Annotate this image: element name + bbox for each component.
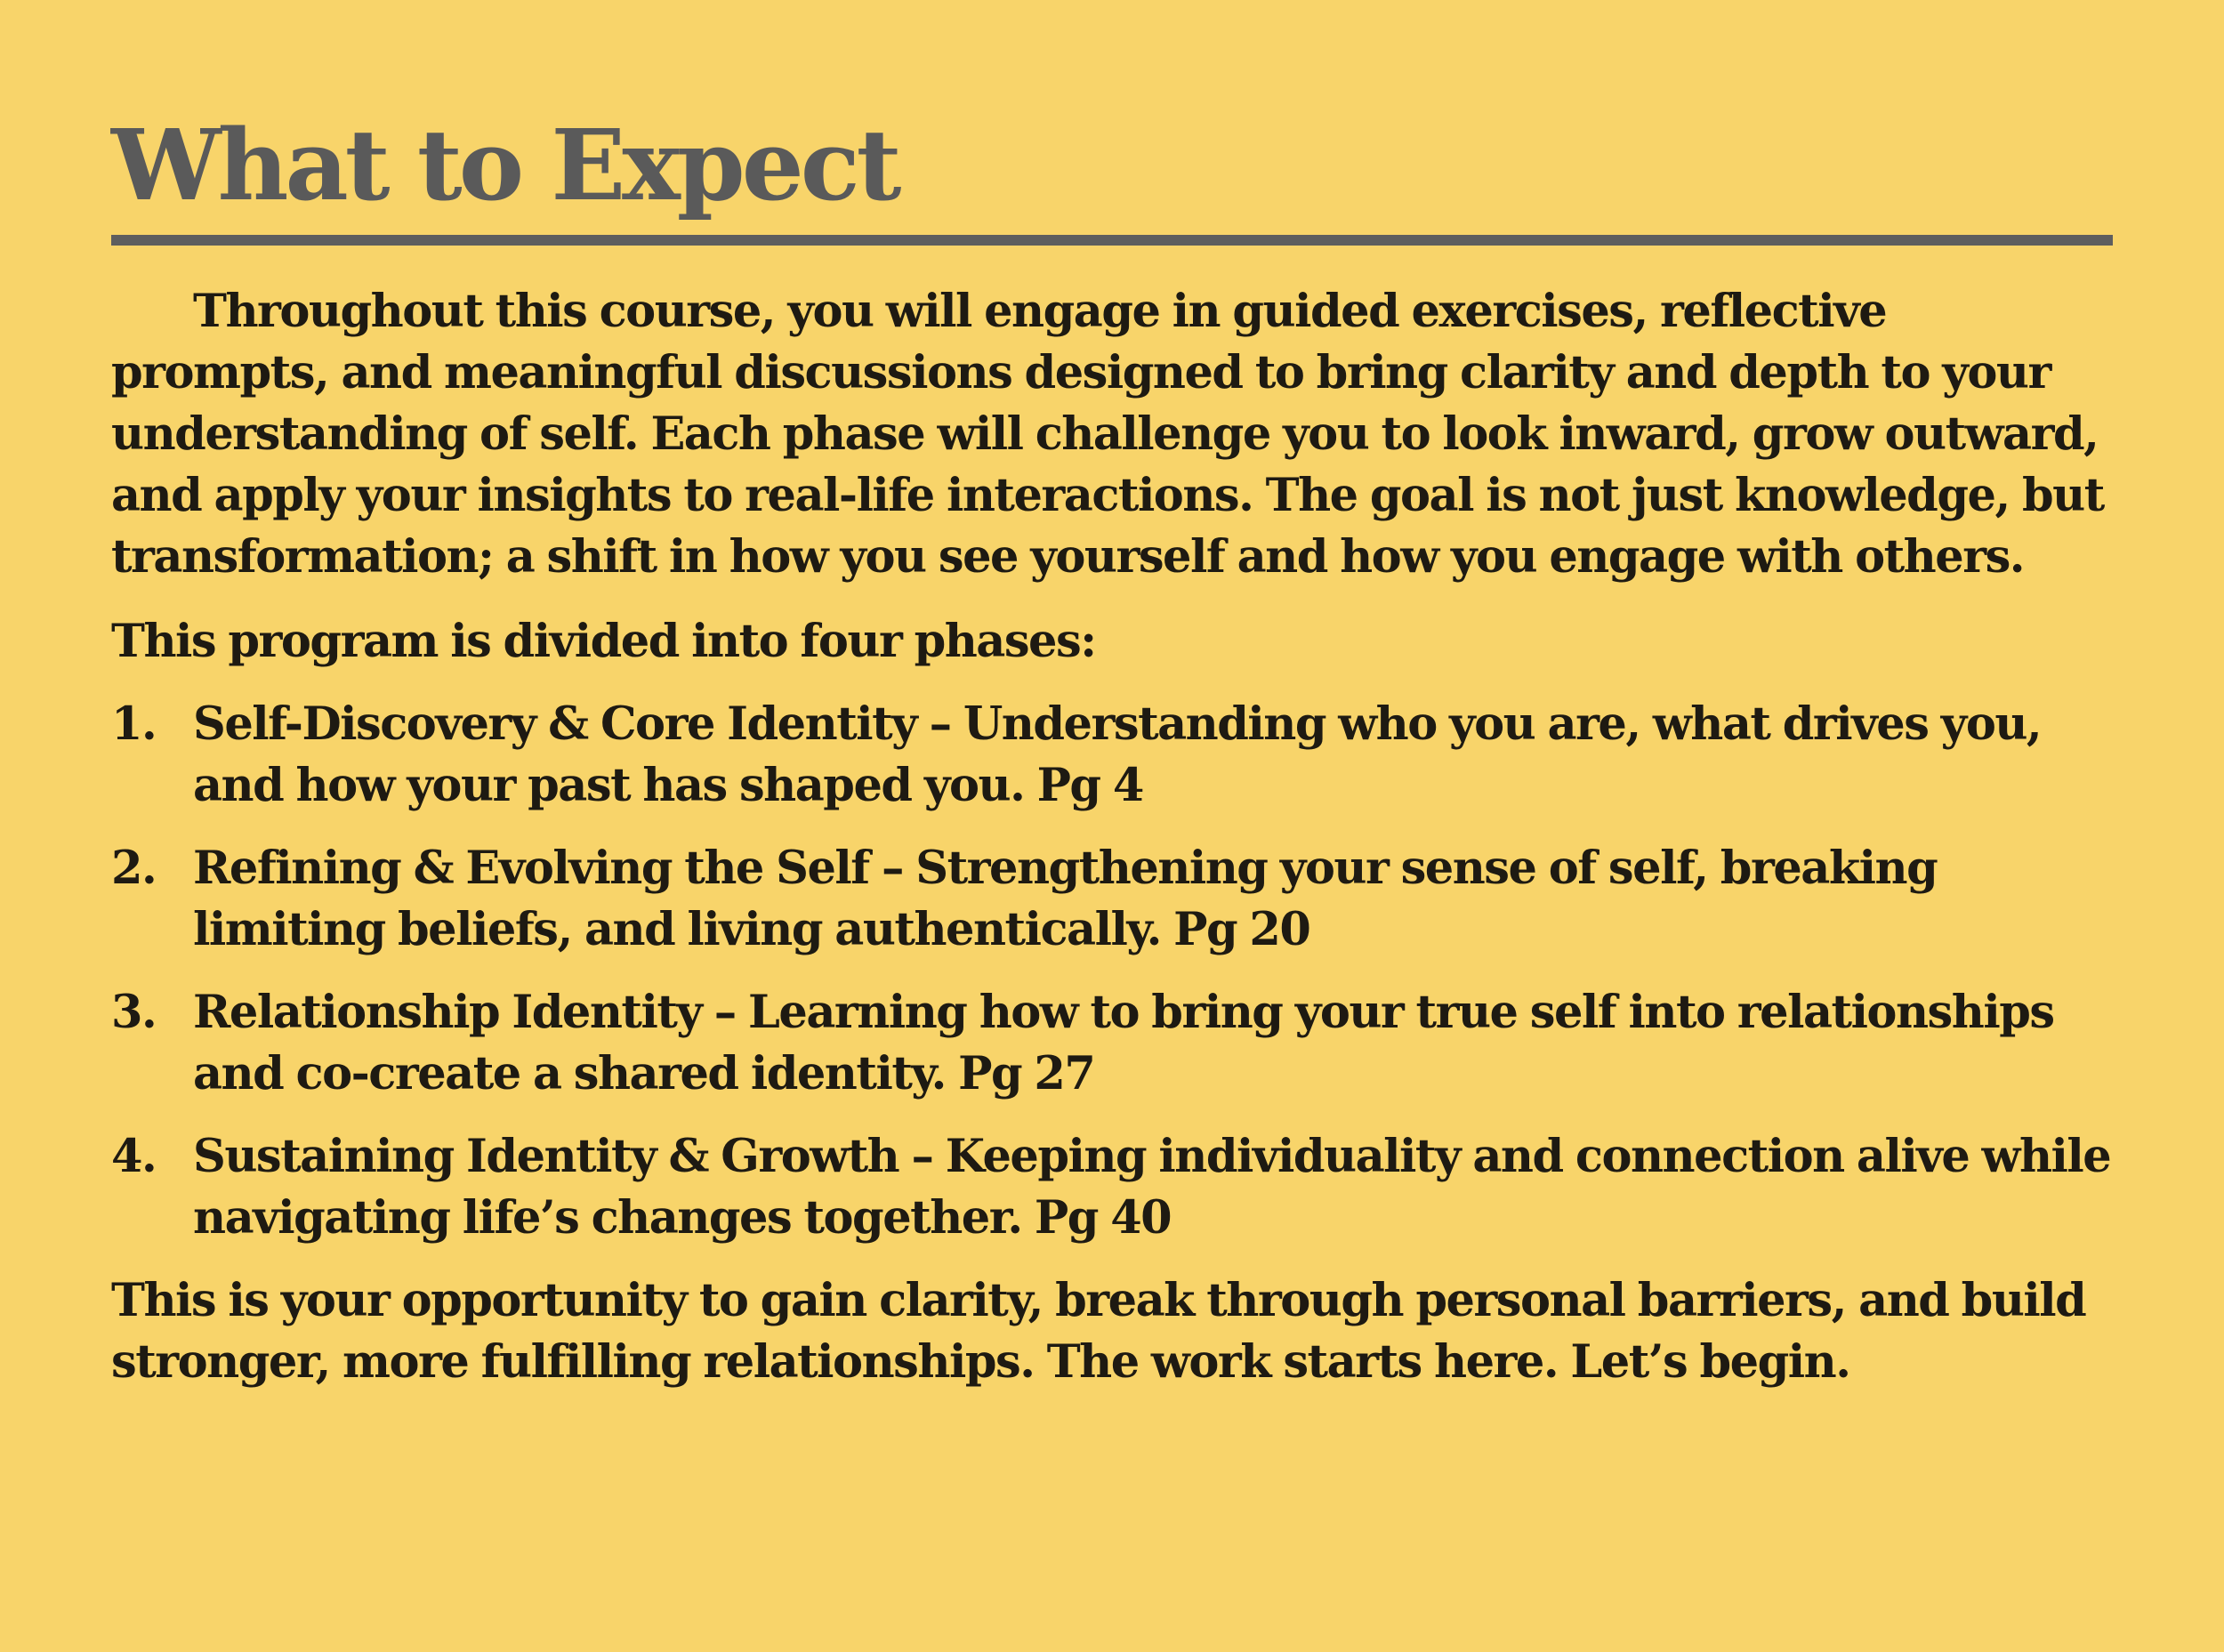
phase-text: Relationship Identity – Learning how to bring your true self into relationships and co-create a shared identity. Pg 27: [193, 986, 2054, 1100]
phase-text: Self-Discovery & Core Identity – Understanding who you are, what drives you, and how your past has shaped you. Pg 4: [193, 697, 2042, 812]
phase-number: 2.: [111, 842, 157, 895]
phase-item: [111, 694, 2113, 817]
intro-paragraph: Throughout this course, you will engage in guided exercises, reflective prompts, and meaningful discussions designed to bring clarity and depth to your understanding of self. Each phase will challenge you to look inward, grow outward, and apply your insights to real-life interactions. The goal is not just knowledge, but transformation; a shift in how you see yourself and how you engage with others.: [111, 285, 2104, 584]
page-title: What to Expect: [111, 108, 898, 222]
phase-item: [111, 1126, 2113, 1249]
phase-number: 1.: [111, 697, 157, 751]
closing-paragraph: This is your opportunity to gain clarity, break through personal barriers, and build stronger, more fulfilling relationships. The work starts here. Let’s begin.: [111, 1274, 2086, 1389]
title-divider: [111, 235, 2113, 246]
phase-item: [111, 838, 2113, 961]
document-page: [111, 108, 2113, 1393]
phase-text: Refining & Evolving the Self – Strengthening your sense of self, breaking limiting beliefs, and living authentically. Pg 20: [193, 842, 1938, 956]
phase-item: [111, 982, 2113, 1105]
phase-number: 3.: [111, 986, 157, 1039]
phases-lead: This program is divided into four phases:: [111, 615, 1096, 668]
phase-number: 4.: [111, 1130, 157, 1183]
phase-list: [111, 694, 2113, 1249]
phase-text: Sustaining Identity & Growth – Keeping individuality and connection alive while navigating life’s changes together. Pg 40: [193, 1130, 2111, 1245]
